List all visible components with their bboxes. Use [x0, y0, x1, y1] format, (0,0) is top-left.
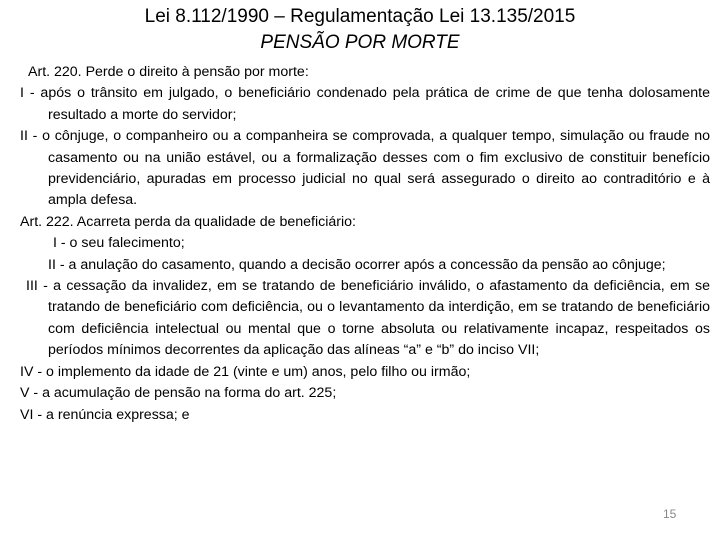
art-220-heading: Art. 220. Perde o direito à pensão por morte:	[28, 64, 309, 80]
art-222-item-iv: IV - o implemento da idade de 21 (vinte e um) anos, pelo filho ou irmão;	[20, 363, 471, 380]
slide-subtitle: PENSÃO POR MORTE	[260, 32, 460, 53]
art-222-item-vi: VI - a renúncia expressa; e	[20, 406, 190, 423]
art-220-item-i: I - após o trânsito em julgado, o beneficiário condenado pela prática de crime de que tenha dolosamente resultado a morte do servidor;	[20, 85, 710, 123]
slide-body	[20, 62, 710, 426]
art-220-item-ii: II - o cônjuge, o companheiro ou a companheira se comprovada, a qualquer tempo, simulação ou fraude no casamento ou na união estável, ou a formalização desses com o fim exclusivo de constituir benefício previdenciário, apuradas em processo judicial no qual será assegurado o direito ao contraditório e à ampla defesa.	[20, 128, 710, 209]
art-222-heading: Art. 222. Acarreta perda da qualidade de beneficiário:	[20, 213, 356, 230]
slide-title: Lei 8.112/1990 – Regulamentação Lei 13.135/2015	[144, 6, 576, 27]
art-222-item-ii: II - a anulação do casamento, quando a decisão ocorrer após a concessão da pensão ao cônjuge;	[48, 256, 666, 273]
art-222-item-iii: III - a cessação da invalidez, em se tratando de beneficiário inválido, o afastamento da deficiência, em se tratando de beneficiário com deficiência, ou o levantamento da interdição, em se tratando de beneficiário com deficiência intelectual ou mental que o torne absoluta ou relativamente incapaz, respeitados os períodos mínimos decorrentes da aplicação das alíneas “a” e “b” do inciso VII;	[26, 278, 710, 359]
art-222-item-v: V - a acumulação de pensão na forma do art. 225;	[20, 385, 337, 402]
art-222-item-i: I - o seu falecimento;	[53, 235, 185, 252]
page-number: 15	[663, 507, 677, 521]
